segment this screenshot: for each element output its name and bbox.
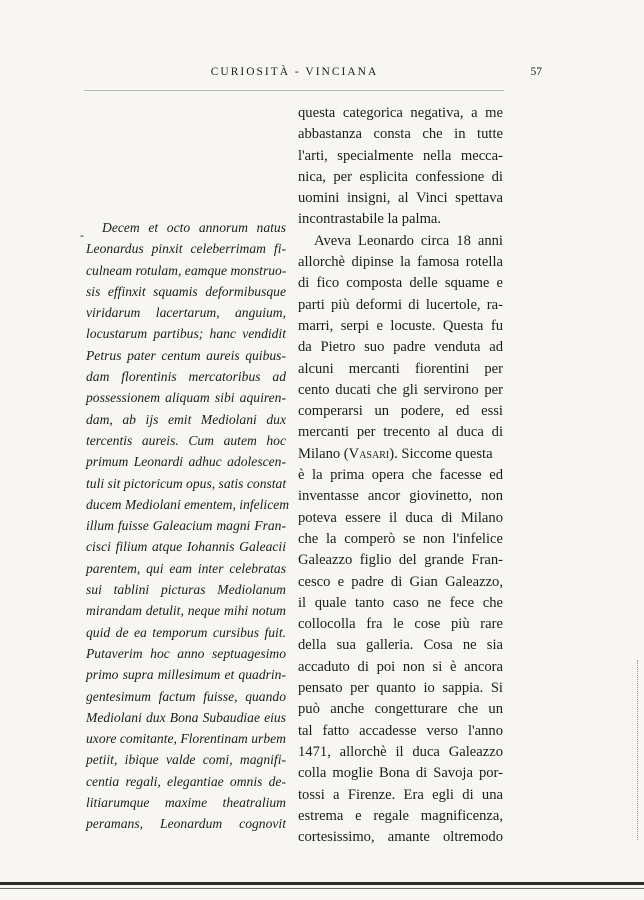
- text-line: il quale tanto caso ne fece che: [298, 594, 503, 611]
- header-rule: [84, 90, 504, 91]
- text-line: comperarsi un podere, ed essi: [298, 403, 503, 420]
- italian-text-column: [298, 103, 503, 848]
- text-line: allorchè dipinse la famosa rotella: [298, 254, 503, 271]
- running-title: CURIOSITÀ - VINCIANA: [210, 66, 379, 78]
- text-line: tercentis aureis. Cum autem hoc: [86, 432, 286, 448]
- text-line: litiarumque maxime theatralium: [86, 795, 286, 811]
- text-line: viridarum lacertarum, anguium,: [86, 305, 286, 321]
- text-line: estrema e regale magnificenza,: [298, 807, 503, 824]
- text-line: pensato per quanto io sappia. Si: [298, 680, 503, 697]
- text-line: 1471, allorchè il duca Galeazzo: [298, 743, 503, 760]
- text-line: Mediolani dux Bona Subaudiae eius: [86, 709, 286, 725]
- text-line: parti più deformi di lucertole, ra-: [298, 296, 503, 313]
- text-line: è la prima opera che facesse ed: [298, 467, 503, 484]
- bottom-border: [0, 882, 644, 885]
- text-line: cento ducati che gli servirono per: [298, 381, 503, 398]
- text-line: Petrus pater centum aureis quibus-: [86, 347, 286, 363]
- text-line: uomini insigni, al Vinci spettava: [298, 190, 503, 207]
- text-line: dam, ab ijs emit Mediolani dux: [86, 411, 286, 427]
- text-line: possessionem aliquam sibi aquiren-: [86, 390, 286, 406]
- text-line: dam florentinis mercatoribus ad: [86, 369, 286, 385]
- text-line: culneam rotulam, eamque monstruo-: [86, 262, 287, 278]
- text-line: della sua galleria. Cosa ne sia: [298, 637, 503, 654]
- text-line: tossi a Firenze. Era egli di una: [298, 786, 503, 803]
- text-line: petiit, ibique valde comi, magnifi-: [86, 752, 286, 768]
- text-fragment: Milano (: [298, 445, 349, 462]
- page-number: 57: [530, 66, 542, 78]
- text-line: poteva essere il duca di Milano: [298, 509, 503, 526]
- text-line: Aveva Leonardo circa 18 anni: [314, 232, 503, 249]
- text-line: cisci filium atque Iohannis Galeacii: [86, 539, 286, 555]
- text-line: quid de ea temporum cursibus fuit.: [86, 624, 286, 640]
- text-line: accaduto di poi non si è ancora: [298, 658, 503, 675]
- text-line: mirandam detulit, neque mihi notum: [86, 603, 286, 619]
- text-line: inventasse ancor giovinetto, non: [298, 488, 503, 505]
- text-line: parentem, qui eam inter celebratas: [86, 560, 286, 576]
- running-header: [85, 66, 542, 86]
- text-line: primo supra millesimum et quadrin-: [86, 667, 286, 683]
- text-line: Leonardus pinxit celeberrimam fi-: [86, 241, 286, 257]
- text-line: uxore comitante, Florentinam urbem: [86, 731, 286, 747]
- text-line: mercanti per trecento al duca di: [298, 424, 503, 441]
- text-line: incontrastabile la palma.: [298, 211, 442, 228]
- latin-quote-column: [86, 217, 290, 835]
- text-line: di fico composta delle squame e: [298, 275, 503, 292]
- text-line: [298, 444, 503, 465]
- text-line: sui tablini picturas Mediolanum: [86, 582, 286, 598]
- text-line: può anche congetturare che un: [298, 701, 503, 718]
- text-line: abbastanza consta che in tutte: [298, 126, 503, 143]
- text-line: questa categorica negativa, a me: [298, 105, 503, 121]
- text-fragment: [298, 444, 493, 465]
- text-line: marri, serpi e locuste. Questa fu: [298, 317, 503, 334]
- text-line: collocolla fra le cose più rare: [298, 616, 503, 633]
- author-citation: Vasari: [348, 445, 390, 462]
- text-line: tuli sit pictoricum opus, satis constat: [86, 475, 287, 491]
- bottom-border-thin: [0, 888, 644, 889]
- text-line: nica, per esplicita confessione di: [298, 168, 503, 185]
- text-line: Putaverim hoc anno septuagesimo: [86, 645, 286, 661]
- margin-mark: -: [80, 228, 84, 242]
- text-line: da Pietro suo padre venduta ad: [298, 339, 503, 356]
- text-line: colla moglie Bona di Savoja por-: [298, 765, 503, 782]
- text-line: Galeazzo figlio del grande Fran-: [298, 552, 503, 569]
- text-line: gentesimum factum fuisse, quando: [86, 688, 286, 704]
- text-line: ducem Mediolani ementem, infelicem: [86, 496, 290, 512]
- text-line: centia regali, elegantiae omnis de-: [86, 773, 286, 789]
- text-line: alcuni mercanti fiorentini per: [298, 360, 503, 377]
- text-line: sis effinxit squamis deformibusque: [86, 283, 286, 299]
- text-line: Decem et octo annorum natus: [102, 220, 286, 235]
- text-line: cortesissimo, amante oltremodo: [298, 829, 503, 846]
- text-line: l'arti, specialmente nella mecca-: [298, 147, 503, 164]
- text-line: primum Leonardi adhuc adolescen-: [86, 454, 286, 470]
- text-line: cesco e padre di Gian Galeazzo,: [298, 573, 503, 590]
- text-line: tal fatto accadesse verso l'anno: [298, 722, 503, 739]
- text-line: peramans, Leonardum cognovit: [86, 816, 286, 832]
- page-edge-marks: [635, 660, 638, 840]
- text-line: che la comperò se non l'infelice: [298, 530, 503, 547]
- text-line: locustarum partibus; hanc vendidit: [86, 326, 286, 342]
- text-line: illum fuisse Galeacium magni Fran-: [86, 518, 286, 534]
- text-fragment: ). Siccome questa: [389, 445, 493, 462]
